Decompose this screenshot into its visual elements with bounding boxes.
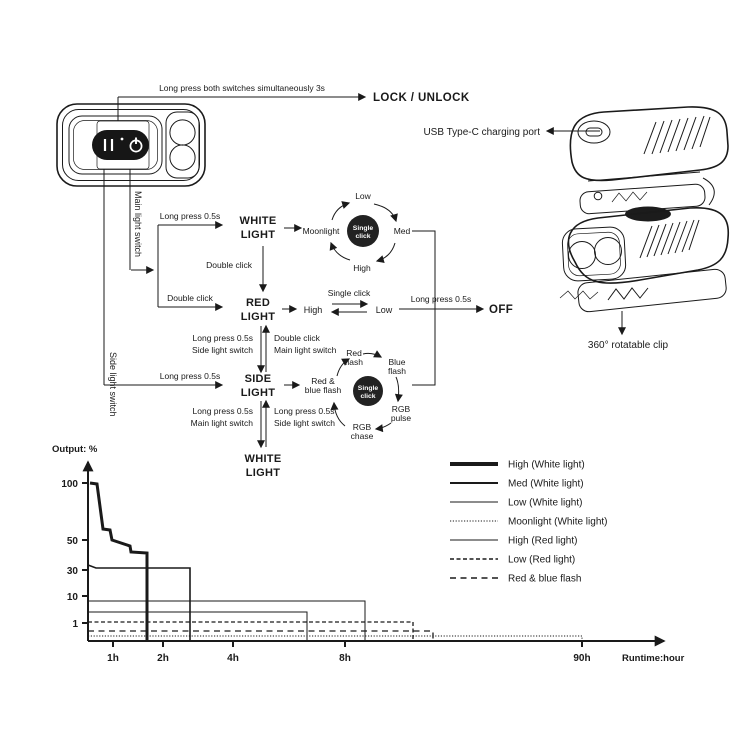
side-white-transition (191, 401, 336, 447)
chart-y-tick-label: 50 (66, 536, 78, 547)
red-light-mode: RED (245, 297, 271, 309)
chart-x-tick-label: 1h (107, 653, 119, 664)
side-white-right-label: Side light switch (274, 418, 335, 428)
red-side-left-label: Side light switch (192, 345, 253, 355)
side-white-left-label: Main light switch (190, 418, 253, 428)
legend-label: High (White light) (508, 459, 585, 471)
clip-callout (588, 311, 669, 351)
chart-series-2 (88, 565, 190, 641)
red-flash-label: Red (346, 348, 362, 358)
legend-label: High (Red light) (508, 535, 578, 547)
rgb-pulse-label: pulse (390, 413, 412, 423)
blue-flash-label: Blue (388, 357, 406, 367)
white-enter-label: Long press 0.5s (159, 211, 221, 221)
red-blue-flash-label: blue flash (304, 385, 342, 395)
side-light-mode: LIGHT (240, 387, 276, 399)
main-lens (595, 238, 622, 265)
legend-label: Med (White light) (508, 478, 584, 490)
rgb-chase-label: RGB (352, 422, 372, 432)
single-click-text: click (355, 233, 371, 240)
side-switch-label: Side light switch (108, 352, 118, 417)
cycle-low-label: Low (355, 191, 371, 201)
clip-label: 360° rotatable clip (587, 340, 669, 351)
y-axis-title: Output: % (52, 444, 98, 455)
white-light-cycle (303, 191, 411, 273)
chart-x-tick-label: 90h (573, 653, 591, 664)
red-toggle-label: Single click (327, 288, 371, 298)
legend-label: Low (Red light) (508, 554, 576, 566)
white-to-red-label: Double click (206, 260, 252, 270)
side-vent (644, 116, 710, 154)
bottom-white-mode: LIGHT (245, 467, 281, 479)
off-action-label: Long press 0.5s (410, 294, 472, 304)
front-vent (640, 220, 699, 258)
chart-y-tick-label: 100 (61, 479, 78, 490)
chart-x-tick-label: 8h (339, 653, 351, 664)
chart-y-tick-label: 10 (66, 592, 78, 603)
device-top-view (57, 104, 205, 186)
device-front-view (560, 207, 728, 313)
single-click-text: Single (352, 225, 374, 232)
main-switch-label: Main light switch (133, 191, 143, 258)
red-light-mode: LIGHT (240, 311, 276, 323)
main-lens (569, 242, 596, 269)
white-light-mode: WHITE (239, 215, 277, 227)
runtime-chart (52, 444, 685, 664)
red-blue-flash-label: Red & (311, 376, 335, 386)
legend-label: Low (White light) (508, 497, 583, 509)
chart-series-1 (90, 483, 147, 641)
side-white-left-label: Long press 0.5s (192, 406, 253, 416)
legend-label: Red & blue flash (508, 573, 582, 585)
bottom-white-mode: WHITE (244, 453, 282, 465)
side-light-lens (170, 145, 195, 170)
switch-panel (92, 130, 149, 160)
chart-series-5 (88, 612, 307, 641)
white-light-mode: LIGHT (240, 229, 276, 241)
red-side-transition (192, 326, 337, 372)
usb-label: USB Type-C charging port (423, 127, 540, 138)
usb-c-connector (586, 128, 602, 136)
chart-series-3 (88, 601, 365, 641)
side-enter-label: Long press 0.5s (159, 371, 221, 381)
cycle-high-label: High (353, 263, 371, 273)
side-light-mode: SIDE (244, 373, 272, 385)
red-low-label: Low (375, 305, 393, 315)
off-collector-line (412, 231, 435, 385)
single-click-text: Single (357, 385, 379, 392)
side-light-lens (170, 120, 195, 145)
divider-dot (121, 138, 124, 141)
cycle-moonlight-label: Moonlight (302, 226, 340, 236)
chart-x-tick-label: 2h (157, 653, 169, 664)
rgb-chase-label: chase (350, 431, 374, 441)
blue-flash-label: flash (388, 366, 406, 376)
red-light-toggle (304, 288, 393, 315)
red-side-left-label: Long press 0.5s (192, 333, 253, 343)
lock-result-label: LOCK / UNLOCK (373, 92, 470, 104)
lock-callout (118, 83, 470, 121)
off-label: OFF (489, 304, 514, 316)
lock-line-label: Long press both switches simultaneously 3s (159, 83, 325, 93)
side-white-right-label: Long press 0.5s (274, 406, 335, 416)
usb-port (578, 121, 610, 143)
red-flash-label: flash (345, 357, 363, 367)
red-side-right-label: Main light switch (274, 345, 337, 355)
x-axis-title: Runtime:hour (622, 653, 685, 664)
chart-y-tick-label: 1 (72, 619, 78, 630)
red-side-right-label: Double click (274, 333, 320, 343)
legend-label: Moonlight (White light) (508, 516, 608, 528)
chart-y-tick-label: 30 (66, 566, 78, 577)
chart-x-tick-label: 4h (227, 653, 239, 664)
red-enter-label: Double click (167, 293, 213, 303)
cycle-med-label: Med (393, 226, 411, 236)
rgb-pulse-label: RGB (391, 404, 411, 414)
red-high-label: High (303, 305, 323, 315)
device-side-view (570, 107, 728, 214)
chart-series-7 (88, 631, 433, 641)
single-click-text: click (360, 393, 376, 400)
switch-lines (104, 169, 153, 417)
